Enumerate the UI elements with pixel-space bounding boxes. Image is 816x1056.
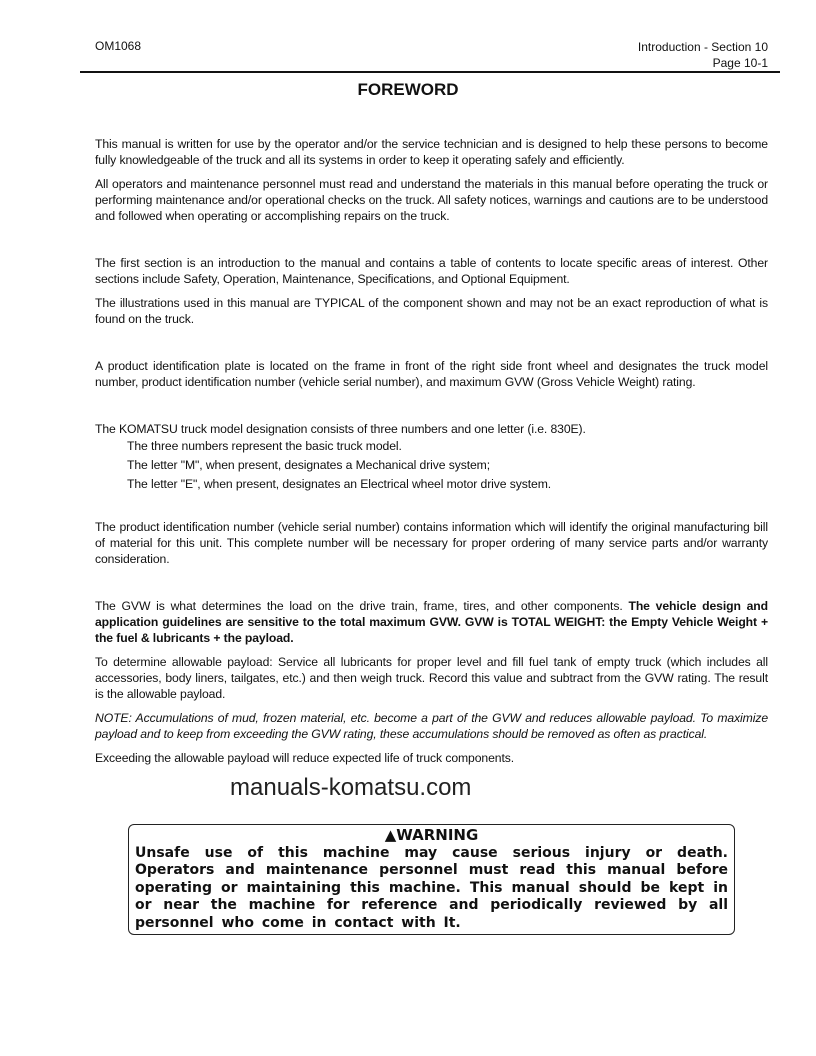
paragraph: A product identification plate is located on the frame in front of the right side front wheel and designates the truck model number, product identification number (vehicle serial number), and maximum GVW (Gross Vehicle Weight) rating. (95, 359, 768, 389)
paragraph: The product identification number (vehicle serial number) contains information which will identify the original manufacturing bill of material for this unit. This complete number will be necessary for proper ordering of many service parts and/or warranty consideration. (95, 520, 768, 566)
gvw-paragraph (95, 598, 768, 646)
warning-label: WARNING (396, 826, 479, 844)
page-title: FOREWORD (357, 80, 459, 99)
body-text (95, 136, 768, 935)
page-header-right (638, 39, 768, 71)
designation-item: The letter "E", when present, designates an Electrical wheel motor drive system. (127, 477, 552, 491)
header-divider (80, 71, 780, 73)
paragraph: All operators and maintenance personnel must read and understand the materials in this manual before operating the truck or performing maintenance and/or operational checks on the truck. All safety notices, warnings and cautions are to be understood and followed when operating or accomplishing repairs on the truck. (95, 177, 768, 223)
page-number: Page 10-1 (712, 56, 768, 70)
designation-intro: The KOMATSU truck model designation consists of three numbers and one letter (i.e. 830E). (95, 422, 586, 436)
watermark: manuals-komatsu.com (230, 774, 472, 801)
gvw-text: The GVW is what determines the load on the drive train, frame, tires, and other components. (95, 599, 623, 613)
designation-item: The letter "M", when present, designates a Mechanical drive system; (127, 458, 491, 472)
section-label: Introduction - Section 10 (637, 40, 768, 54)
note: NOTE: Accumulations of mud, frozen material, etc. become a part of the GVW and reduces allowable payload. To maximize payload and to keep from exceeding the GVW rating, these accumulations should be removed as often as practical. (95, 711, 768, 741)
warning-title (135, 827, 728, 845)
designation-item: The three numbers represent the basic truck model. (127, 439, 402, 453)
warning-text: Unsafe use of this machine may cause serious injury or death. Operators and maintenance personnel must read this manual before operating or maintaining this machine. This manual should be kept in or near the machine for reference and periodically reviewed by all personnel who come in contact with It. (135, 844, 728, 931)
gvw-bold-text: The vehicle design and application guidelines are sensitive to the total maximum GVW. GVW is TOTAL WEIGHT: the Empty Vehicle Weight + the fuel & lubricants + the payload. (95, 599, 768, 645)
warning-box (128, 824, 735, 935)
paragraph: The first section is an introduction to the manual and contains a table of contents to locate specific areas of interest. Other sections include Safety, Operation, Maintenance, Specifications, and Optional Equipment. (95, 256, 768, 286)
designation-section (95, 421, 768, 494)
paragraph: This manual is written for use by the operator and/or the service technician and is designed to help these persons to become fully knowledgeable of the truck and all its systems in order to keep it operating safely and efficiently. (95, 137, 768, 167)
warning-triangle-icon: ▲ (384, 826, 397, 844)
paragraph: Exceeding the allowable payload will reduce expected life of truck components. (95, 751, 515, 765)
paragraph: To determine allowable payload: Service all lubricants for proper level and fill fuel tank of empty truck (which includes all accessories, body liners, tailgates, etc.) and then weigh truck. Record this value and subtract from the GVW rating. The result is the allowable payload. (95, 655, 768, 701)
paragraph: The illustrations used in this manual are TYPICAL of the component shown and may not be an exact reproduction of what is found on the truck. (95, 296, 768, 326)
doc-id: OM1068 (95, 39, 142, 53)
